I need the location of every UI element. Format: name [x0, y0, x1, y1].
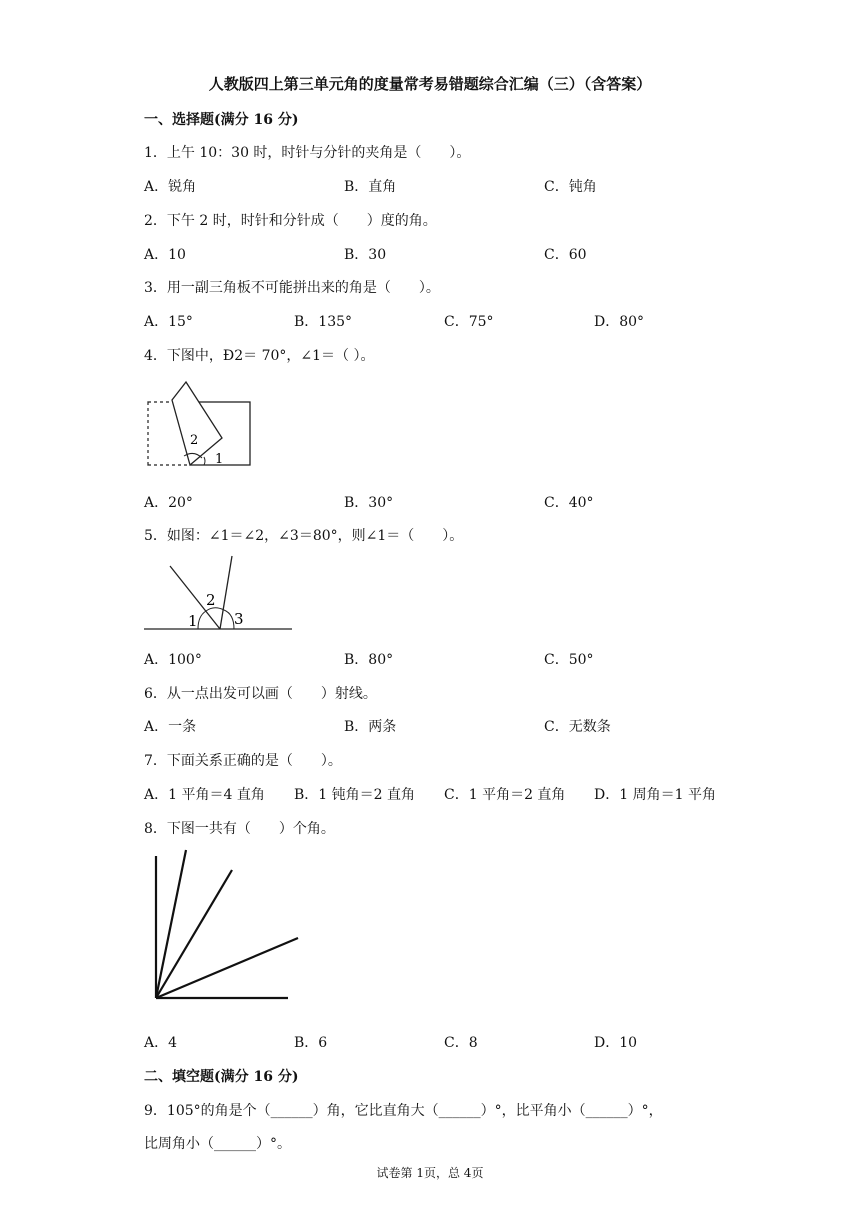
section-heading-choice: 一、选择题(满分 16 分) [144, 112, 299, 128]
q1-option-c: C．钝角 [544, 179, 597, 195]
question-6: 6．从一点出发可以画（ ）射线。 [144, 686, 377, 702]
q7-option-b: B．1 钝角＝2 直角 [294, 787, 416, 803]
question-8: 8．下图一共有（ ）个角。 [144, 821, 335, 837]
q4-option-a: A．20° [144, 495, 193, 511]
q1-option-a: A．锐角 [144, 179, 197, 195]
question-7: 7．下面关系正确的是（ ）。 [144, 753, 342, 769]
q4-option-b: B．30° [344, 495, 394, 511]
q4-angle-2-label: 2 [190, 433, 199, 448]
q5-angle-2-label: 2 [206, 591, 216, 609]
q4-angle-1-label: 1 [215, 452, 224, 467]
q8-option-b: B．6 [294, 1035, 328, 1051]
q3-option-a: A．15° [144, 314, 193, 330]
q2-option-b: B．30 [344, 247, 387, 263]
q5-angle-3-label: 3 [234, 610, 244, 628]
q2-option-c: C．60 [544, 247, 587, 263]
q6-option-c: C．无数条 [544, 719, 611, 735]
q7-option-a: A．1 平角＝4 直角 [144, 787, 265, 803]
q6-option-a: A．一条 [144, 719, 197, 735]
question-9-line2: 比周角小（______）°。 [144, 1136, 291, 1152]
q8-rays-figure [148, 848, 298, 1004]
question-1: 1．上午 10：30 时，时针与分针的夹角是（ ）。 [144, 145, 471, 161]
q2-option-a: A．10 [144, 247, 186, 263]
document-title: 人教版四上第三单元角的度量常考易错题综合汇编（三）（含答案） [208, 75, 652, 93]
q3-option-c: C．75° [444, 314, 494, 330]
q7-option-c: C．1 平角＝2 直角 [444, 787, 566, 803]
question-9-line1: 9．105°的角是个（______）角，它比直角大（______）°，比平角小（______）°， [144, 1103, 663, 1119]
q6-option-b: B．两条 [344, 719, 397, 735]
q4-option-c: C．40° [544, 495, 594, 511]
q5-option-c: C．50° [544, 652, 594, 668]
q3-option-d: D．80° [594, 314, 645, 330]
q8-option-c: C．8 [444, 1035, 478, 1051]
q1-option-b: B．直角 [344, 179, 397, 195]
question-5: 5．如图：∠1＝∠2，∠3＝80°，则∠1＝（ ）。 [144, 528, 464, 544]
question-4: 4．下图中，Ð2＝ 70°，∠1＝（ ）。 [144, 348, 375, 364]
q5-angles-figure [140, 552, 300, 634]
q5-option-a: A．100° [144, 652, 202, 668]
question-3: 3．用一副三角板不可能拼出来的角是（ ）。 [144, 280, 440, 296]
section-heading-fill: 二、填空题(满分 16 分) [144, 1069, 299, 1085]
page-footer: 试卷第 1页，总 4页 [376, 1166, 484, 1180]
q8-option-a: A．4 [144, 1035, 178, 1051]
q5-angle-1-label: 1 [188, 612, 198, 630]
q3-option-b: B．135° [294, 314, 353, 330]
q5-option-b: B．80° [344, 652, 394, 668]
q7-option-d: D．1 周角＝1 平角 [594, 787, 716, 803]
q4-folded-paper-figure [140, 378, 260, 470]
q8-option-d: D．10 [594, 1035, 638, 1051]
question-2: 2．下午 2 时，时针和分针成（ ）度的角。 [144, 213, 437, 229]
